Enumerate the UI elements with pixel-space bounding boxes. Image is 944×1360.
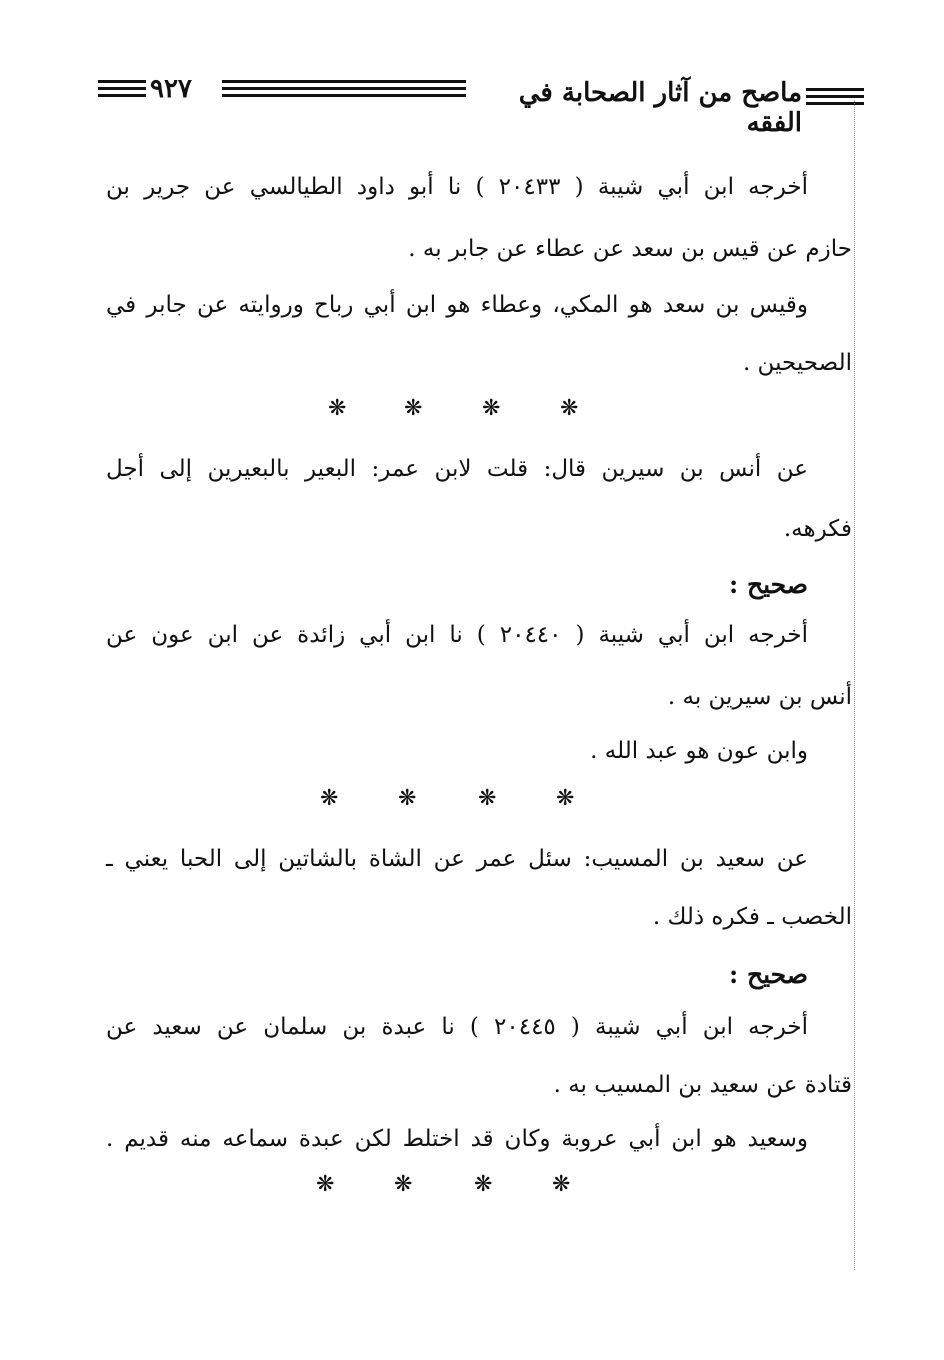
body-line: وابن عون هو عبد الله . [590, 738, 808, 764]
body-line: قتادة عن سعيد بن المسيب به . [553, 1072, 852, 1098]
star-ornament-icon: ❋ [320, 786, 339, 811]
narration-line: عن سعيد بن المسيب: سئل عمر عن الشاة بالشاتين إلى الحبا يعني ـ [106, 846, 808, 872]
narration-line: عن أنس بن سيرين قال: قلت لابن عمر: البعير بالبعيرين إلى أجل [106, 456, 808, 482]
star-ornament-icon: ❋ [328, 396, 347, 421]
header-rule-middle [222, 80, 466, 101]
body-line: حازم عن قيس بن سعد عن عطاء عن جابر به . [408, 236, 852, 262]
section-separator [0, 1174, 944, 1204]
body-line: أنس بن سيرين به . [667, 684, 852, 710]
narration-line: الخصب ـ فكره ذلك . [652, 904, 852, 930]
star-ornament-icon: ❋ [474, 1172, 493, 1197]
body-line: وقيس بن سعد هو المكي، وعطاء هو ابن أبي رباح وروايته عن جابر في [106, 292, 808, 318]
grade-heading: صحيح : [729, 570, 808, 599]
star-ornament-icon: ❋ [316, 1172, 335, 1197]
section-separator [0, 788, 944, 818]
body-line: وسعيد هو ابن أبي عروبة وكان قد اختلط لكن عبدة سماعه منه قديم . [106, 1126, 808, 1152]
grade-heading: صحيح : [729, 960, 808, 989]
running-head: ماصح من آثار الصحابة في الفقه [518, 78, 802, 138]
header-rule-right [806, 88, 864, 109]
page-number: ٩٢٧ [150, 74, 192, 104]
star-ornament-icon: ❋ [478, 786, 497, 811]
star-ornament-icon: ❋ [398, 786, 417, 811]
star-ornament-icon: ❋ [556, 786, 575, 811]
header-rule-left [98, 80, 146, 101]
star-ornament-icon: ❋ [394, 1172, 413, 1197]
narration-line: فكرهه. [783, 516, 852, 542]
body-line: أخرجه ابن أبي شيبة ( ٢٠٤٤٠ ) نا ابن أبي زائدة عن ابن عون عن [106, 622, 808, 648]
body-line: أخرجه ابن أبي شيبة ( ٢٠٤٤٥ ) نا عبدة بن سلمان عن سعيد عن [106, 1014, 808, 1040]
star-ornament-icon: ❋ [560, 396, 579, 421]
section-separator [0, 398, 944, 428]
star-ornament-icon: ❋ [482, 396, 501, 421]
body-line: الصحيحين . [742, 350, 852, 376]
body-line: أخرجه ابن أبي شيبة ( ٢٠٤٣٣ ) نا أبو داود الطيالسي عن جرير بن [106, 174, 809, 200]
margin-guide [854, 100, 855, 1270]
star-ornament-icon: ❋ [552, 1172, 571, 1197]
star-ornament-icon: ❋ [404, 396, 423, 421]
